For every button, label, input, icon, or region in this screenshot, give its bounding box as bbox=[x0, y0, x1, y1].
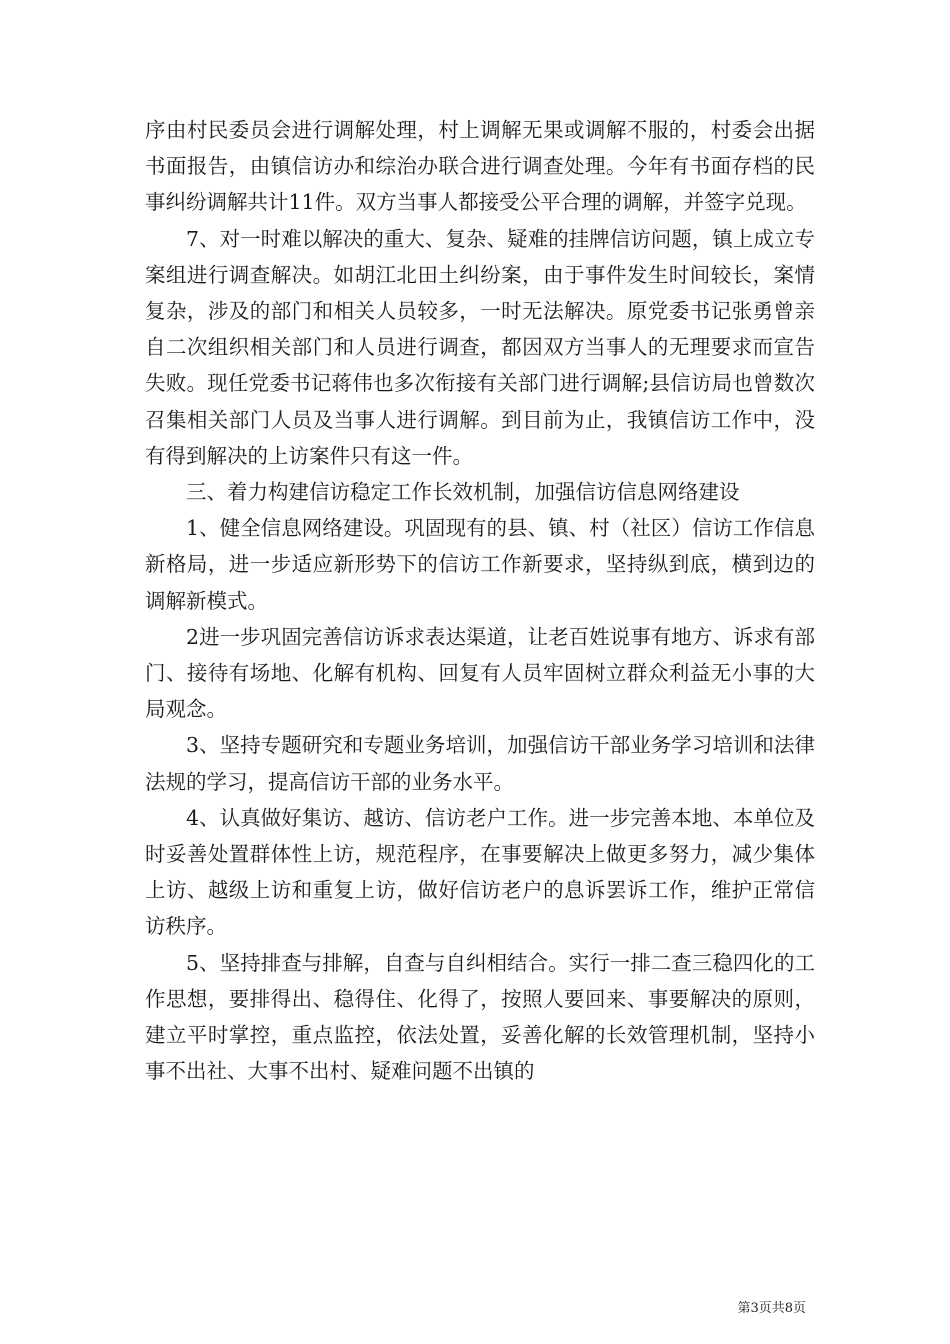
page-number: 第3页共8页 bbox=[737, 1301, 806, 1316]
paragraph-item-2: 2进一步巩固完善信访诉求表达渠道，让老百姓说事有地方、诉求有部门、接待有场地、化解有机构、回复有人员牢固树立群众利益无小事的大局观念。 bbox=[145, 624, 815, 722]
paragraph-continuation: 序由村民委员会进行调解处理，村上调解无果或调解不服的，村委会出据书面报告，由镇信访办和综治办联合进行调查处理。今年有书面存档的民事纠纷调解共计11件。双方当事人都接受公平合理的调解，并签字兑现。 bbox=[145, 118, 815, 215]
paragraph-item-3: 3、坚持专题研究和专题业务培训，加强信访干部业务学习培训和法律法规的学习，提高信访干部的业务水平。 bbox=[145, 733, 815, 794]
section-heading-3: 三、着力构建信访稳定工作长效机制，加强信访信息网络建设 bbox=[186, 480, 740, 505]
paragraph-item-1: 1、健全信息网络建设。巩固现有的县、镇、村（社区）信访工作信息新格局，进一步适应新形势下的信访工作新要求，坚持纵到底，横到边的调解新模式。 bbox=[145, 516, 815, 613]
paragraph-item-4: 4、认真做好集访、越访、信访老户工作。进一步完善本地、本单位及时妥善处置群体性上访，规范程序，在事要解决上做更多努力，减少集体上访、越级上访和重复上访，做好信访老户的息诉罢诉工作，维护正常信访秩序。 bbox=[145, 805, 815, 939]
paragraph-item-5: 5、坚持排查与排解，自查与自纠相结合。实行一排二查三稳四化的工作思想，要排得出、稳得住、化得了，按照人要回来、事要解决的原则，建立平时掌控，重点监控，依法处置，妥善化解的长效管理机制，坚持小事不出社、大事不出村、疑难问题不出镇的 bbox=[145, 950, 815, 1084]
document-body bbox=[145, 112, 815, 1089]
paragraph-item-7: 7、对一时难以解决的重大、复杂、疑难的挂牌信访问题，镇上成立专案组进行调查解决。如胡江北田土纠纷案，由于事件发生时间较长，案情复杂，涉及的部门和相关人员较多，一时无法解决。原党委书记张勇曾亲自二次组织相关部门和人员进行调查，都因双方当事人的无理要求而宣告失败。现任党委书记蒋伟也多次衔接有关部门进行调解;县信访局也曾数次召集相关部门人员及当事人进行调解。到目前为止，我镇信访工作中，没有得到解决的上访案件只有这一件。 bbox=[145, 226, 815, 468]
